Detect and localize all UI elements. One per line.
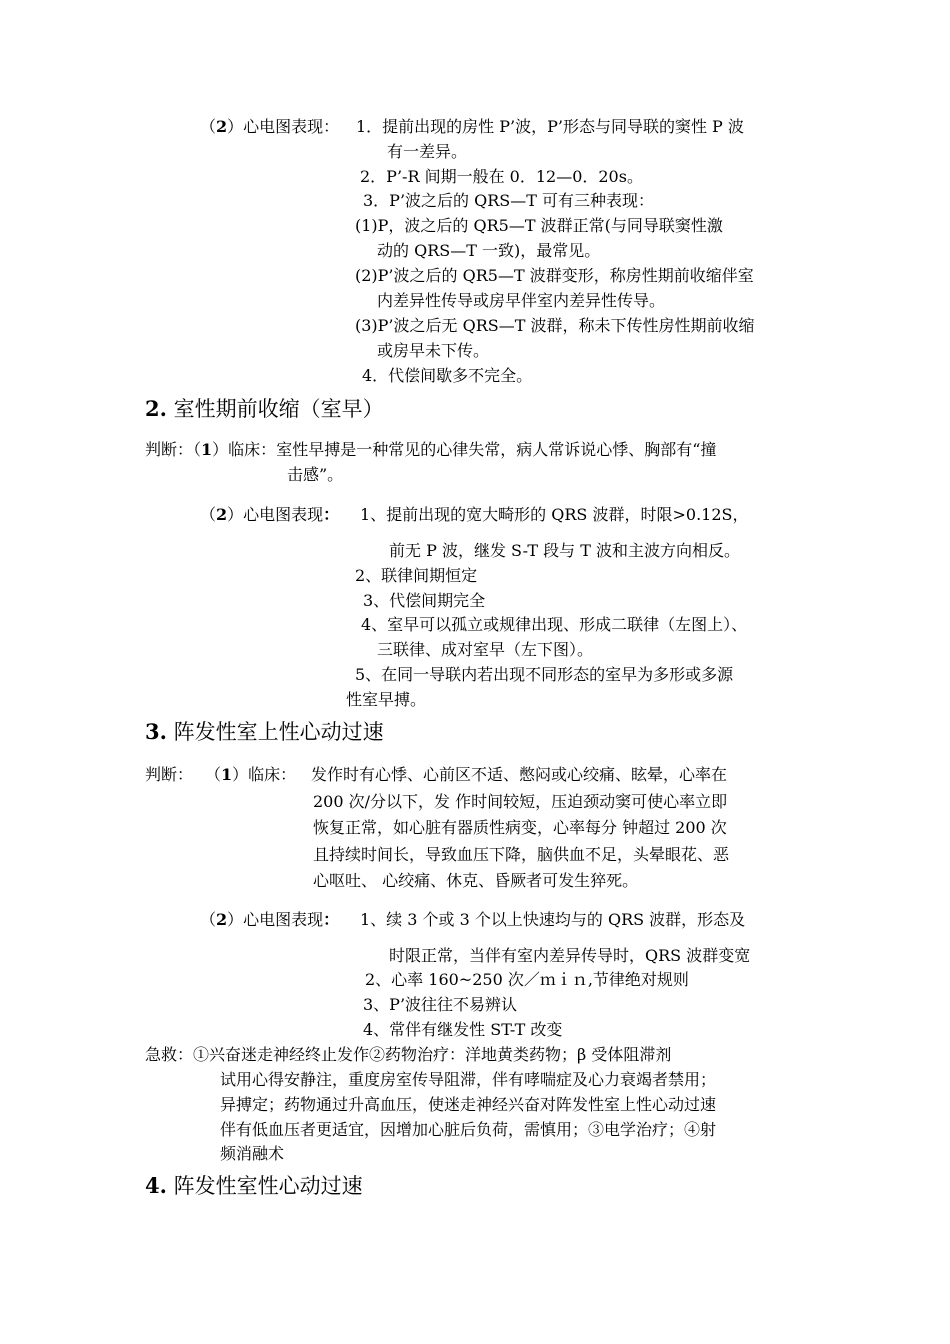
- item-number: 1: [221, 765, 233, 784]
- section-2-heading: [145, 396, 384, 422]
- s3-rescue-line-3: 异搏定；药物通过升高血压，使迷走神经兴奋对阵发性室上性心动过速: [220, 1095, 717, 1114]
- s1-line-5: (2)P’波之后的 QR5—T 波群变形，称房性期前收缩伴室: [355, 266, 754, 285]
- s3-clinical-1: 发作时有心悸、心前区不适、憋闷或心绞痛、眩晕，心率在: [311, 765, 728, 784]
- item-number: 2: [216, 117, 228, 136]
- rescue-text: ①兴奋迷走神经终止发作②药物治疗：洋地黄类药物；β 受体阻滞剂: [193, 1045, 672, 1064]
- section-4-heading: [145, 1173, 363, 1199]
- s3-ecg-3: 3、P’波往往不易辨认: [363, 995, 518, 1014]
- item-number: 2: [216, 910, 228, 929]
- s3-rescue-line-4: 伴有低血压者更适宜，因增加心脏后负荷，需慎用；③电学治疗；④射: [220, 1120, 717, 1139]
- s1-line-6b: 或房早未下传。: [377, 341, 490, 360]
- colon: ：: [323, 505, 340, 524]
- s2-line-1b: 前无 P 波，继发 S-T 段与 T 波和主波方向相反。: [389, 541, 741, 560]
- s3-ecg-2: 2、心率 160~250 次／ｍｉｎ,节律绝对规则: [365, 970, 689, 989]
- s1-line-5b: 内差异性传导或房早伴室内差异性传导。: [377, 291, 666, 310]
- paren-open: （: [200, 910, 217, 929]
- heading-number: 3.: [145, 719, 167, 744]
- ecg-title: ）心电图表现：: [227, 117, 340, 136]
- clinical-title: ）临床：: [232, 765, 297, 784]
- s2-line-3: 3、代偿间期完全: [363, 591, 486, 610]
- rescue-label: 急救：: [145, 1045, 194, 1064]
- s3-rescue-line-2: 试用心得安静注，重度房室传导阻滞，伴有哮喘症及心力衰竭者禁用；: [220, 1070, 717, 1089]
- s3-ecg-label: [200, 910, 339, 929]
- s3-clinical-label: [205, 765, 296, 784]
- clinical-text: 室性早搏是一种常见的心律失常，病人常诉说心悸、胸部有“撞: [276, 440, 717, 459]
- s3-ecg-1b: 时限正常，当伴有室内差异传导时，QRS 波群变宽: [389, 946, 751, 965]
- s1-line-6: (3)P’波之后无 QRS—T 波群，称未下传性房性期前收缩: [355, 316, 755, 335]
- s1-line-1: 1．提前出现的房性 P’波，P’形态与同导联的窦性 P 波: [356, 117, 744, 136]
- s3-ecg-4: 4、常伴有继发性 ST-T 改变: [363, 1020, 563, 1039]
- ecg-title: ）心电图表现: [227, 505, 324, 524]
- paren-open: （: [205, 765, 222, 784]
- paren-open: （: [193, 440, 202, 459]
- s2-judge-line: [145, 440, 716, 459]
- s2-line-4b: 三联律、成对室早（左下图）。: [377, 640, 594, 659]
- s2-line-5b: 性室早搏。: [346, 690, 427, 709]
- s3-clinical-2: 200 次/分以下，发 作时间较短，压迫颈动窦可使心率立即: [313, 792, 728, 811]
- s1-ecg-label: [200, 117, 339, 136]
- s2-line-4: 4、室早可以孤立或规律出现、形成二联律（左图上）、: [361, 615, 748, 634]
- s3-judge-line: [145, 765, 193, 784]
- s1-line-4b: 动的 QRS—T 一致)，最常见。: [377, 241, 601, 260]
- judge-label: 判断：: [145, 440, 194, 459]
- paren-open: （: [200, 505, 217, 524]
- section-3-heading: [145, 719, 384, 745]
- s1-line-1b: 有一差异。: [387, 142, 468, 161]
- paren-open: （: [200, 117, 217, 136]
- s3-rescue-line-1: [145, 1045, 671, 1064]
- s2-line-1: 1、提前出现的宽大畸形的 QRS 波群，时限>0.12S，: [360, 505, 749, 524]
- s3-clinical-3: 恢复正常，如心脏有器质性病变，心率每分 钟超过 200 次: [313, 818, 727, 837]
- s1-line-2: 2．P’-R 间期一般在 0．12—0．20s。: [360, 167, 643, 186]
- s3-clinical-5: 心呕吐、 心绞痛、休克、昏厥者可发生猝死。: [313, 871, 639, 890]
- s3-rescue-line-5: 频消融术: [220, 1144, 285, 1163]
- heading-number: 2.: [145, 396, 167, 421]
- s3-clinical-4: 且持续时间长，导致血压下降，脑供血不足，头晕眼花、恶: [313, 845, 730, 864]
- colon: ：: [323, 910, 340, 929]
- heading-title: 阵发性室性心动过速: [173, 1174, 363, 1198]
- s2-line-5: 5、在同一导联内若出现不同形态的室早为多形或多源: [355, 665, 734, 684]
- s1-line-7: 4．代偿间歇多不完全。: [362, 366, 533, 385]
- ecg-title: ）心电图表现: [227, 910, 324, 929]
- s3-ecg-1: 1、续 3 个或 3 个以上快速均与的 QRS 波群，形态及: [360, 910, 746, 929]
- clinical-title: ）临床：: [212, 440, 277, 459]
- judge-label: 判断：: [145, 765, 194, 784]
- item-number: 2: [216, 505, 228, 524]
- s1-line-4: (1)P，波之后的 QR5—T 波群正常(与同导联窦性激: [355, 216, 723, 235]
- heading-number: 4.: [145, 1173, 167, 1198]
- s1-line-3: 3．P’波之后的 QRS—T 可有三种表现：: [363, 191, 655, 210]
- heading-title: 阵发性室上性心动过速: [173, 720, 384, 744]
- s2-line-2: 2、联律间期恒定: [355, 566, 478, 585]
- s2-clinical-text-b: 击感”。: [287, 465, 344, 484]
- item-number: 1: [201, 440, 213, 459]
- heading-title: 室性期前收缩（室早）: [173, 397, 384, 421]
- s2-ecg-label: [200, 505, 339, 524]
